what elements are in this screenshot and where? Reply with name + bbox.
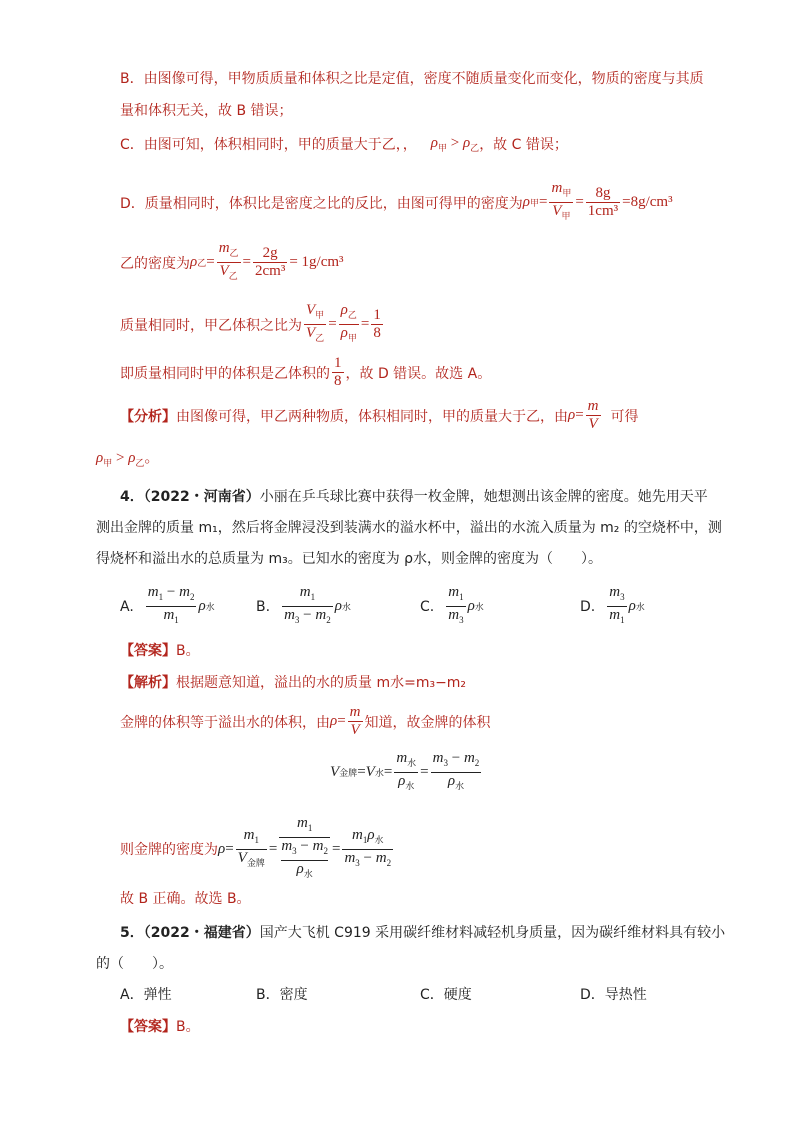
- q4-number: 4．（2022・: [120, 489, 204, 505]
- q4-option-b-formula: $\frac{m_1}{m_3 - m_2}$ ρ 水: [284, 584, 351, 625]
- q3-ratio-formula: $\frac{V_甲}{V_乙}$ = $\frac{\rho_乙}{\rho_甲}$ = $\frac{1}{8}$: [306, 302, 381, 343]
- q3-option-b-line2: 量和体积无关，故 B 错误；: [120, 103, 293, 119]
- q3-analysis: [120, 398, 639, 433]
- q3-option-c-formula: $\rho_甲 > \rho_乙$: [430, 134, 480, 153]
- q4-volume-text: 金牌的体积等于溢出水的体积，由: [120, 714, 330, 731]
- q3-option-c-text: C．由图可知，体积相同时，甲的质量大于乙，，: [120, 137, 417, 153]
- q3-option-c-tail: ，故 C 错误；: [479, 137, 568, 153]
- q3-conclusion-text1: 即质量相同时甲的体积是乙体积的: [120, 365, 330, 382]
- q5-stem-line1: 5．（2022・福建省）国产大飞机 C919 采用碳纤维材料减轻机身质量，因为碳纤维材料具有较小: [120, 925, 726, 941]
- q5-option-c: C．硬度: [420, 987, 472, 1003]
- q3-d-result: =8g/cm³: [622, 194, 673, 210]
- q3-conclusion-text2: ，故 D 错误。故选 A。: [345, 365, 492, 382]
- q5-number: 5．（2022・: [120, 925, 204, 941]
- q3-d-numerator: 8g: [586, 185, 620, 203]
- q4-conclusion: 故 B 正确。故选 B。: [120, 891, 251, 907]
- q4-option-c: [420, 584, 484, 629]
- q5-answer-value: B。: [176, 1019, 200, 1035]
- q4-option-c-label: C.: [420, 598, 435, 615]
- q3-analysis-result: $\rho_甲 > \rho_乙$。: [96, 450, 160, 468]
- q3-option-c: [120, 134, 568, 154]
- q4-option-a-label: A.: [120, 598, 134, 615]
- q4-density-text: 则金牌的密度为: [120, 842, 218, 858]
- q4-solution: [120, 672, 466, 692]
- q3-yi-text: 乙的密度为: [120, 255, 190, 272]
- q3-analysis-formula: ρ = $\frac{m}{V}$: [568, 398, 599, 432]
- q4-stem-text1: 小丽在乒乓球比赛中获得一枚金牌，她想测出该金牌的密度。她先用天平: [259, 489, 708, 505]
- q4-density-line: [120, 815, 395, 883]
- q3-option-b-line1: B．由图像可得，甲物质质量和体积之比是定值，密度不随质量变化而变化，物质的密度与其质: [120, 71, 704, 87]
- q4-solution-tag: 【解析】: [120, 675, 176, 691]
- q3-yi-formula: ρ 乙 = $\frac{m_乙}{V_乙}$ = $\frac{2g}{\text{2cm³}}$ = 1g/cm³: [190, 240, 344, 281]
- q3-yi-denominator: 2cm³: [255, 263, 286, 279]
- q3-analysis-tag: 【分析】: [120, 408, 176, 425]
- q3-analysis-tail: 可得: [610, 408, 639, 425]
- q4-stem-line2: 测出金牌的质量 m₁，然后将金牌浸没到装满水的溢水杯中，溢出的水流入质量为 m₂ 的空烧杯中，测: [96, 520, 722, 536]
- q4-option-d: [580, 584, 645, 629]
- q5-region: 福建省: [203, 925, 246, 941]
- q3-ratio-den: 8: [373, 325, 381, 341]
- q3-ratio-text: 质量相同时，甲乙体积之比为: [120, 317, 302, 334]
- q4-option-a-formula: $\frac{m_1 - m_2}{m_1}$ ρ 水: [147, 584, 215, 625]
- q5-option-b: B．密度: [256, 987, 308, 1003]
- q5-answer: [120, 1016, 200, 1036]
- q5-answer-tag: 【答案】: [120, 1019, 176, 1035]
- q4-option-b: [256, 584, 351, 629]
- q4-volume-tail: 知道，故金牌的体积: [364, 714, 491, 731]
- q3-yi-numerator: 2g: [253, 245, 287, 263]
- q4-solution-text: 根据题意知道，溢出的水的质量 m水=m₃−m₂: [176, 675, 467, 691]
- q3-conclusion-fraction: $\frac{1}{8}$: [334, 355, 342, 389]
- q4-option-d-label: D.: [580, 598, 596, 615]
- q3-option-d: [120, 180, 673, 225]
- q3-d-denominator: 1cm³: [587, 203, 619, 219]
- q4-answer-value: B。: [176, 643, 200, 659]
- q5-stem-text1: 国产大飞机 C919 采用碳纤维材料减轻机身质量，因为碳纤维材料具有较小: [259, 925, 726, 941]
- q3-analysis-text: 由图像可得，甲乙两种物质，体积相同时，甲的质量大于乙，由: [176, 408, 568, 425]
- q3-yi-result: = 1g/cm³: [289, 254, 344, 270]
- q4-density-formula: ρ = $\frac{m_1}{V_{金牌}}$ = $m_1$ $m_3 - m_2$ $\rho_水$ = $\frac{m_1\rho_水}{m_3 - m_2}$: [218, 815, 392, 879]
- q4-option-d-formula: $\frac{m_3}{m_1}$ ρ 水: [609, 584, 645, 625]
- q4-stem-line1: 4．（2022・河南省）小丽在乒乓球比赛中获得一枚金牌，她想测出该金牌的密度。她先用天平: [120, 489, 708, 505]
- q3-ratio-num: 1: [373, 307, 381, 323]
- q5-option-d: D．导热性: [580, 987, 647, 1003]
- q3-conclusion: [120, 355, 491, 390]
- q4-option-a: [120, 584, 215, 629]
- q4-volume-line: [120, 704, 491, 739]
- q4-region: 河南省: [203, 489, 246, 505]
- q5-stem-line2: 的（ ）。: [96, 956, 173, 972]
- q4-option-b-label: B.: [256, 598, 271, 615]
- q4-stem-line3: 得烧杯和溢出水的总质量为 m₃。已知水的密度为 ρ水，则金牌的密度为（ ）。: [96, 551, 603, 567]
- q4-volume-equation: V 金牌 = V 水 = $\frac{m_水}{\rho_水}$ = $\frac{m_3 - m_2}{\rho_水}$: [330, 750, 480, 791]
- q5-option-a: A．弹性: [120, 987, 172, 1003]
- q3-yi-density: [120, 240, 344, 285]
- q3-volume-ratio: [120, 302, 385, 347]
- q3-option-d-text: D．质量相同时，体积比是密度之比的反比，由图可得甲的密度为: [120, 195, 523, 212]
- q4-volume-formula: ρ = $\frac{m}{V}$: [330, 704, 361, 738]
- q3-option-d-formula: ρ 甲 = $\frac{m_甲}{V_甲}$ = $\frac{8g}{\text{1cm³}}$ =8g/cm³: [522, 180, 673, 221]
- q4-answer-tag: 【答案】: [120, 643, 176, 659]
- q4-option-c-formula: $\frac{m_1}{m_3}$ ρ 水: [448, 584, 484, 625]
- q4-answer: [120, 640, 200, 660]
